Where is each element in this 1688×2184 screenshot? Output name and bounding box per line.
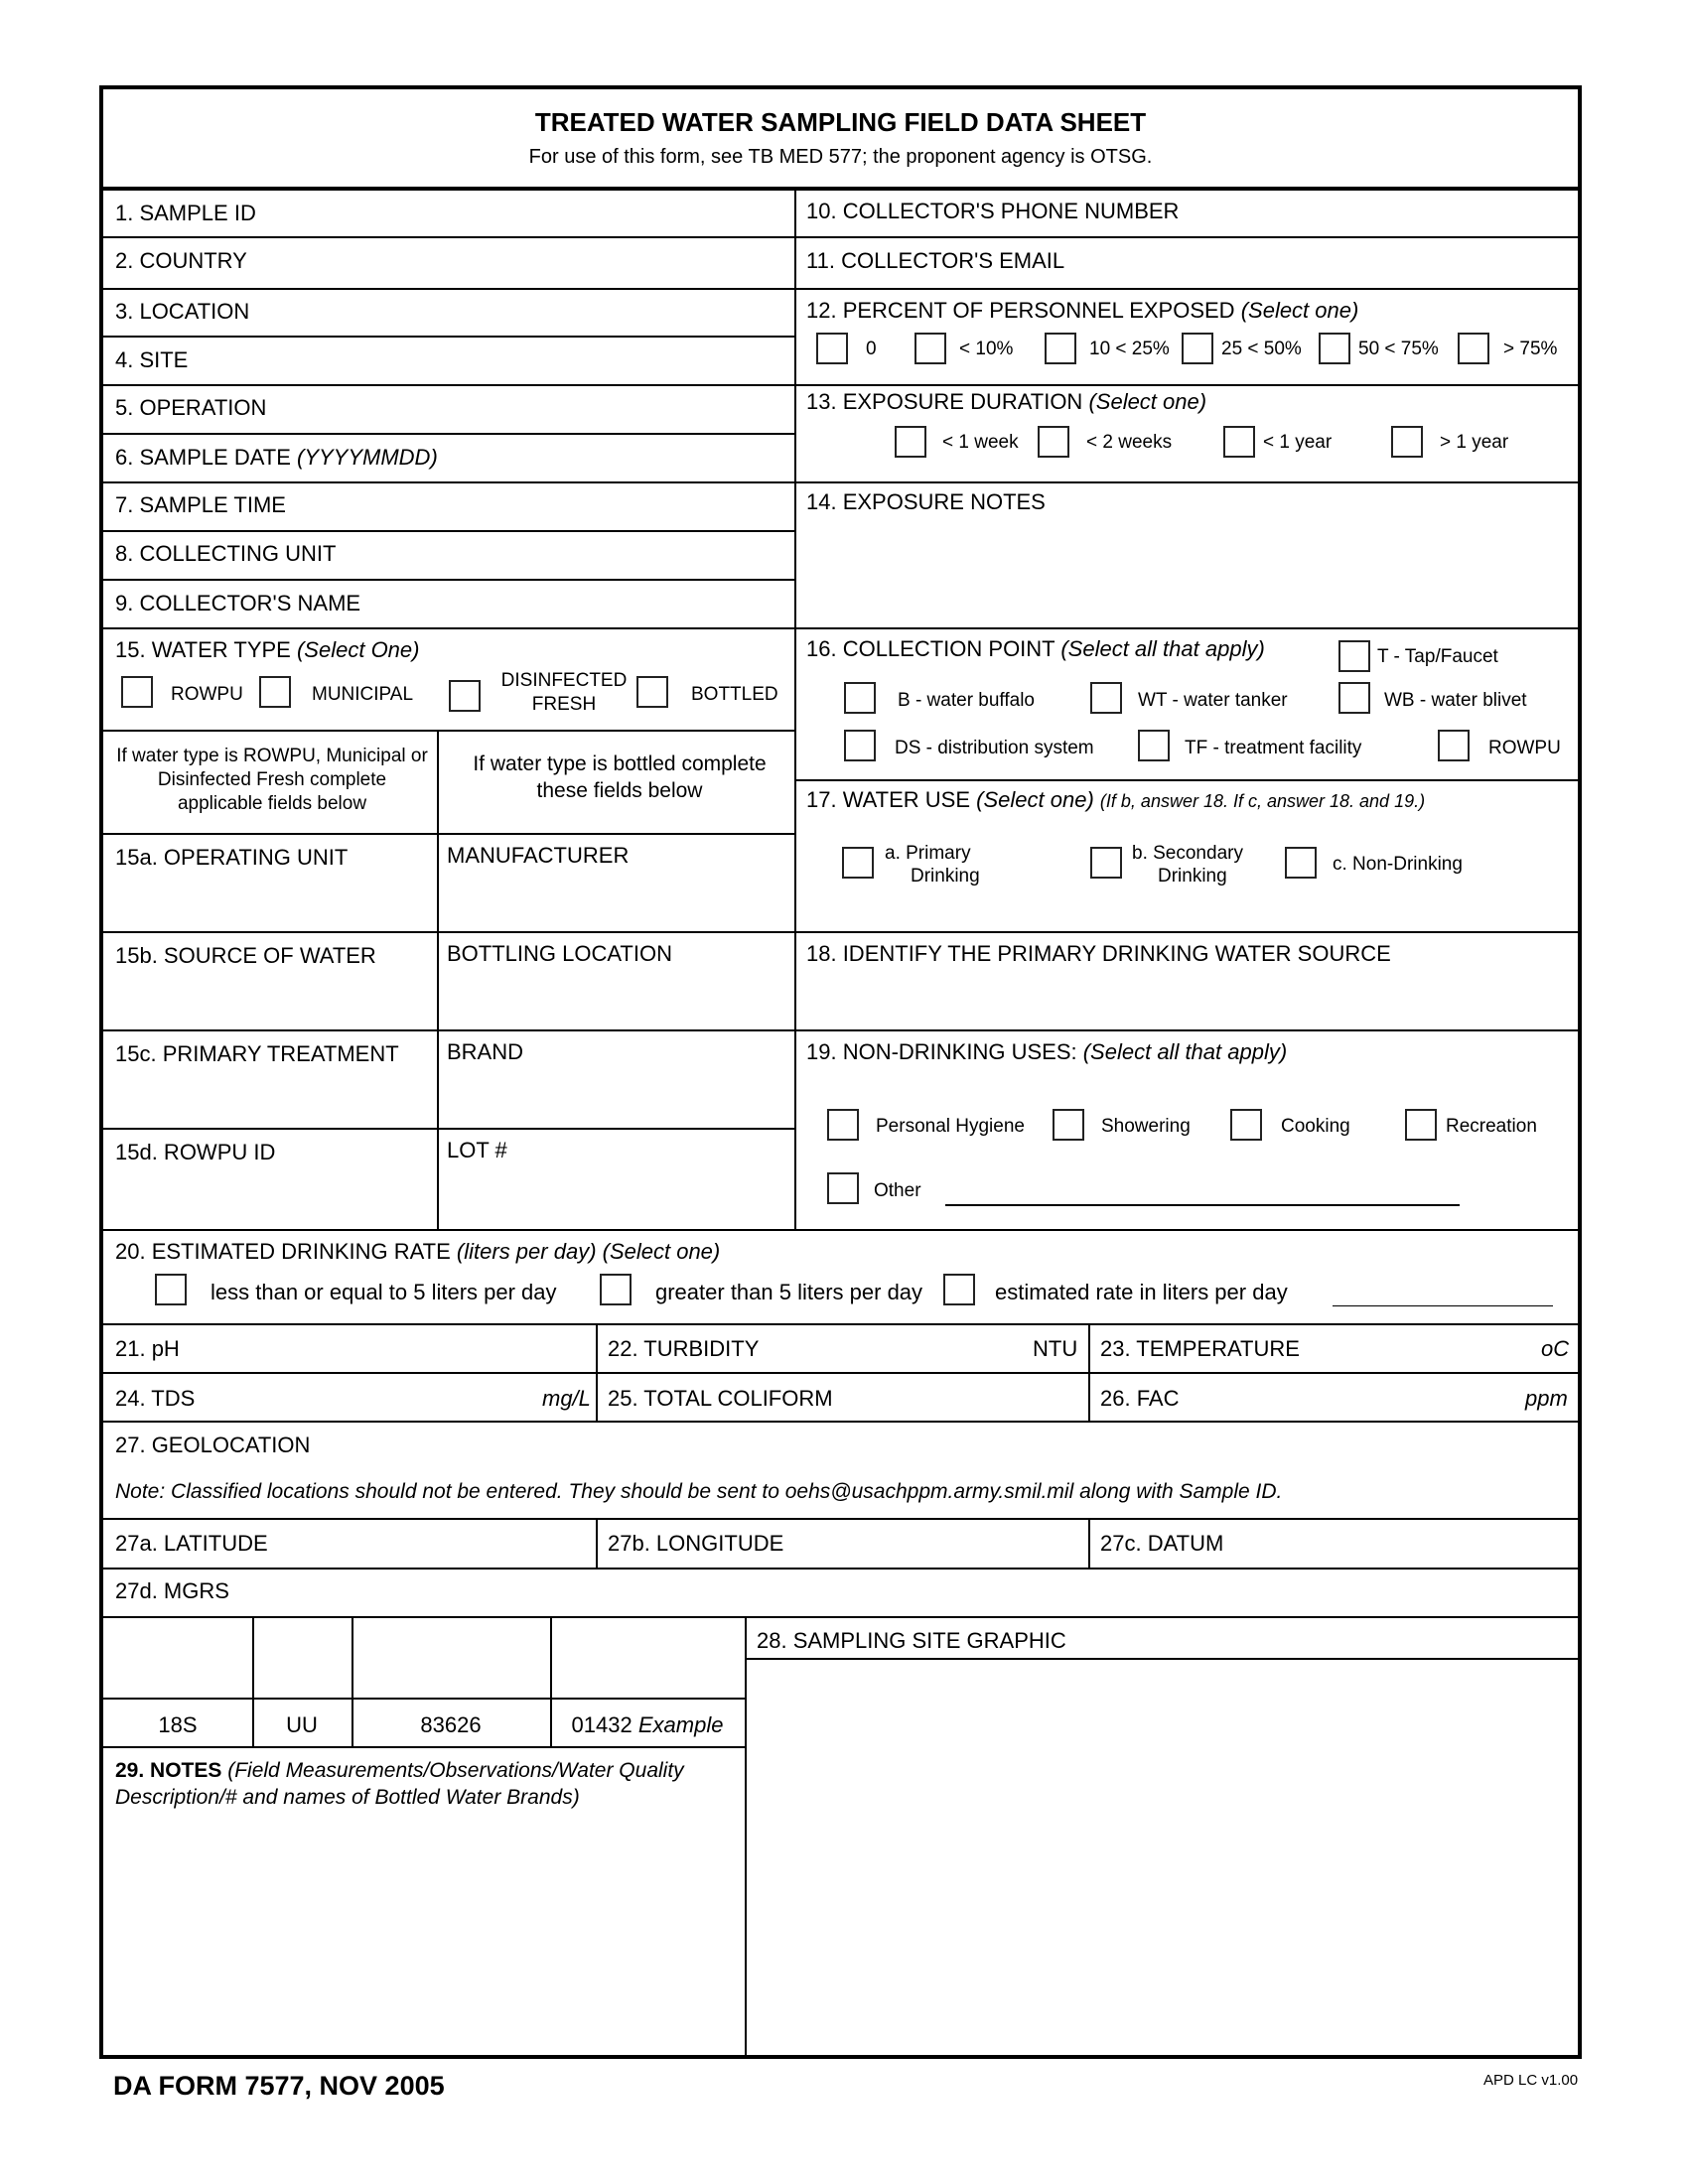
drinking-rate-label	[115, 1241, 720, 1263]
manufacturer-label: MANUFACTURER	[447, 843, 630, 868]
bottled-checkbox[interactable]	[636, 676, 668, 708]
other-checkbox[interactable]	[827, 1172, 859, 1204]
location-label: 3. LOCATION	[115, 299, 250, 324]
rule	[103, 384, 1578, 386]
rule	[103, 931, 1578, 933]
note-left: If water type is ROWPU, Municipal or Disinfected Fresh complete applicable fields below	[116, 746, 428, 814]
rule	[103, 433, 795, 435]
mid-divider	[794, 189, 796, 1229]
water-type-divider	[437, 730, 439, 1230]
mgrs-example-zone: 18S	[158, 1712, 198, 1737]
geo-divider-2	[1088, 1518, 1090, 1568]
exposed-0-checkbox[interactable]	[816, 333, 848, 364]
rule	[103, 1616, 1578, 1618]
fac-label: 26. FAC	[1100, 1386, 1180, 1411]
exposure-duration-label	[806, 391, 1206, 413]
rule	[103, 1372, 1578, 1374]
rate-gt5-label: greater than 5 liters per day	[655, 1280, 923, 1304]
rate-estimated-checkbox[interactable]	[943, 1274, 975, 1305]
rule	[103, 730, 795, 732]
distribution-label: DS - distribution system	[895, 738, 1094, 758]
rate-le5-label: less than or equal to 5 liters per day	[211, 1280, 557, 1304]
exposed-10-label: < 10%	[959, 339, 1014, 359]
geolocation-label: 27. GEOLOCATION	[115, 1433, 311, 1457]
water-type-text: 15. WATER TYPE	[115, 637, 291, 662]
primary-drinking-checkbox[interactable]	[842, 847, 874, 879]
duration-over1year-label: > 1 year	[1440, 432, 1509, 453]
water-type-hint: (Select One)	[296, 637, 420, 662]
water-use-text: 17. WATER USE	[806, 787, 971, 812]
duration-2weeks-checkbox[interactable]	[1038, 426, 1069, 458]
country-input[interactable]	[361, 246, 782, 282]
sample-id-label: 1. SAMPLE ID	[115, 201, 256, 225]
personnel-exposed-text: 12. PERCENT OF PERSONNEL EXPOSED	[806, 298, 1235, 323]
exposed-50-label: 25 < 50%	[1221, 339, 1302, 359]
rule	[103, 288, 1578, 290]
showering-checkbox[interactable]	[1053, 1109, 1084, 1141]
source-of-water-label: 15b. SOURCE OF WATER	[115, 943, 376, 968]
non-drinking-uses-text: 19. NON-DRINKING USES:	[806, 1039, 1077, 1064]
secondary-drinking-checkbox[interactable]	[1090, 847, 1122, 879]
geolocation-note: Note: Classified locations should not be entered. They should be sent to oehs@usachppm.army.smil.mil along with Sample ID.	[115, 1480, 1283, 1503]
brand-label: BRAND	[447, 1039, 524, 1064]
exposure-duration-text: 13. EXPOSURE DURATION	[806, 389, 1083, 414]
rowpu-label: ROWPU	[171, 684, 243, 705]
blivet-label: WB - water blivet	[1384, 690, 1527, 711]
water-use-hint: (Select one)	[976, 787, 1094, 812]
bottling-location-label: BOTTLING LOCATION	[447, 941, 672, 966]
country-label: 2. COUNTRY	[115, 248, 247, 273]
collection-point-hint: (Select all that apply)	[1060, 636, 1265, 661]
rowpu-id-label: 15d. ROWPU ID	[115, 1140, 276, 1164]
form-id: DA FORM 7577, NOV 2005	[113, 2071, 445, 2101]
primary-drinking-l2: Drinking	[911, 866, 980, 887]
primary-treatment-label: 15c. PRIMARY TREATMENT	[115, 1041, 399, 1066]
exposed-50-checkbox[interactable]	[1182, 333, 1213, 364]
exposure-notes-label: 14. EXPOSURE NOTES	[806, 489, 1046, 514]
graphic-divider	[745, 1616, 747, 2059]
header-rule	[103, 187, 1578, 191]
fac-unit: ppm	[1525, 1386, 1568, 1411]
notes-hint: (Field Measurements/Observations/Water Quality	[227, 1759, 684, 1782]
note-right: If water type is bottled complete these fields below	[473, 752, 767, 802]
collection-point-label	[806, 638, 1265, 660]
rule	[746, 1658, 1578, 1660]
rule	[103, 1698, 746, 1700]
phone-label: 10. COLLECTOR'S PHONE NUMBER	[806, 199, 1180, 223]
tds-label: 24. TDS	[115, 1386, 196, 1411]
rule	[103, 1746, 746, 1748]
form-version: APD LC v1.00	[1483, 2072, 1579, 2089]
non-drinking-checkbox[interactable]	[1285, 847, 1317, 879]
duration-1week-checkbox[interactable]	[895, 426, 926, 458]
municipal-label: MUNICIPAL	[312, 684, 414, 705]
collecting-unit-label: 8. COLLECTING UNIT	[115, 541, 337, 566]
personnel-exposed-label	[806, 300, 1358, 322]
hygiene-label: Personal Hygiene	[876, 1116, 1025, 1137]
exposed-0-label: 0	[866, 339, 877, 359]
secondary-drinking-l1: b. Secondary	[1132, 843, 1243, 864]
notes-hint-2: Description/# and names of Bottled Water Brands)	[115, 1786, 580, 1809]
longitude-label: 27b. LONGITUDE	[608, 1531, 784, 1556]
lot-label: LOT #	[447, 1138, 507, 1162]
sampling-graphic-area[interactable]	[749, 1662, 1575, 2055]
sample-id-input[interactable]	[361, 199, 782, 232]
duration-over1year-checkbox[interactable]	[1391, 426, 1423, 458]
rule	[103, 481, 1578, 483]
disinfected-fresh-checkbox[interactable]	[449, 680, 481, 712]
latitude-label: 27a. LATITUDE	[115, 1531, 268, 1556]
personnel-exposed-hint: (Select one)	[1240, 298, 1359, 323]
mgrs-example-northing-value: 01432	[571, 1712, 633, 1737]
temperature-unit: oC	[1541, 1336, 1570, 1361]
exposed-75-checkbox[interactable]	[1319, 333, 1350, 364]
recreation-label: Recreation	[1446, 1116, 1537, 1137]
hygiene-checkbox[interactable]	[827, 1109, 859, 1141]
rate-le5-checkbox[interactable]	[155, 1274, 187, 1305]
rule	[103, 336, 795, 338]
cooking-checkbox[interactable]	[1230, 1109, 1262, 1141]
treatment-facility-label: TF - treatment facility	[1185, 738, 1362, 758]
non-drinking-uses-hint: (Select all that apply)	[1082, 1039, 1288, 1064]
exposed-over75-checkbox[interactable]	[1458, 333, 1489, 364]
water-type-label	[115, 639, 419, 661]
sample-date-label	[115, 447, 438, 469]
form-subtitle: For use of this form, see TB MED 577; the proponent agency is OTSG.	[528, 146, 1153, 168]
primary-source-label: 18. IDENTIFY THE PRIMARY DRINKING WATER SOURCE	[806, 941, 1391, 966]
duration-1week-label: < 1 week	[942, 432, 1019, 453]
exposure-duration-hint: (Select one)	[1088, 389, 1207, 414]
drinking-rate-hint: (liters per day) (Select one)	[456, 1239, 721, 1264]
form-title: TREATED WATER SAMPLING FIELD DATA SHEET	[534, 107, 1147, 137]
blivet-checkbox[interactable]	[1338, 682, 1370, 714]
rate-estimated-label: estimated rate in liters per day	[995, 1280, 1288, 1304]
rule	[103, 1029, 1578, 1031]
exposed-25-checkbox[interactable]	[1045, 333, 1076, 364]
mgrs-example-easting: 83626	[420, 1712, 482, 1737]
other-entry-line[interactable]	[945, 1204, 1460, 1206]
rule	[103, 1421, 1578, 1423]
sample-time-label: 7. SAMPLE TIME	[115, 492, 286, 517]
duration-1year-checkbox[interactable]	[1223, 426, 1255, 458]
rule	[103, 236, 795, 238]
mgrs-example-northing	[550, 1714, 745, 1736]
notes-label	[115, 1760, 684, 1781]
rate-gt5-checkbox[interactable]	[600, 1274, 632, 1305]
mgrs-example-square: UU	[286, 1712, 318, 1737]
datum-label: 27c. DATUM	[1100, 1531, 1224, 1556]
notes-textarea[interactable]	[111, 1822, 741, 2054]
tanker-checkbox[interactable]	[1090, 682, 1122, 714]
mgrs-label: 27d. MGRS	[115, 1578, 229, 1603]
coliform-label: 25. TOTAL COLIFORM	[608, 1386, 833, 1411]
email-input[interactable]	[1096, 246, 1567, 282]
rule	[795, 779, 1578, 781]
rate-entry-line[interactable]	[1333, 1305, 1553, 1306]
tap-checkbox[interactable]	[1338, 640, 1370, 672]
email-label: 11. COLLECTOR'S EMAIL	[806, 248, 1065, 273]
municipal-checkbox[interactable]	[259, 676, 291, 708]
collection-rowpu-checkbox[interactable]	[1438, 730, 1470, 761]
duration-1year-label: < 1 year	[1263, 432, 1333, 453]
rule	[103, 627, 1578, 629]
rule	[103, 1128, 795, 1130]
sample-date-text: 6. SAMPLE DATE	[115, 445, 291, 470]
turbidity-label: 22. TURBIDITY	[608, 1336, 760, 1361]
primary-drinking-l1: a. Primary	[885, 843, 971, 864]
collector-name-label: 9. COLLECTOR'S NAME	[115, 591, 361, 615]
rule	[103, 1229, 1578, 1231]
disinfected-fresh-label: DISINFECTED FRESH	[500, 670, 628, 715]
duration-2weeks-label: < 2 weeks	[1086, 432, 1173, 453]
operating-unit-label: 15a. OPERATING UNIT	[115, 845, 349, 870]
site-label: 4. SITE	[115, 347, 189, 372]
exposed-75-label: 50 < 75%	[1358, 339, 1439, 359]
turbidity-unit: NTU	[1033, 1336, 1078, 1361]
geo-divider-1	[596, 1518, 598, 1568]
rule	[103, 1568, 1578, 1570]
sample-date-hint: (YYYYMMDD)	[297, 445, 438, 470]
operation-label: 5. OPERATION	[115, 395, 267, 420]
sampling-graphic-label: 28. SAMPLING SITE GRAPHIC	[757, 1628, 1066, 1653]
rule	[103, 530, 795, 532]
non-drinking-uses-label	[806, 1041, 1287, 1063]
notes-title: 29. NOTES	[115, 1759, 222, 1782]
recreation-checkbox[interactable]	[1405, 1109, 1437, 1141]
tanker-label: WT - water tanker	[1138, 690, 1288, 711]
rule	[103, 833, 795, 835]
non-drinking-l1: c. Non-Drinking	[1333, 854, 1463, 875]
form-sheet	[99, 85, 1582, 2059]
buffalo-label: B - water buffalo	[898, 690, 1036, 711]
distribution-checkbox[interactable]	[844, 730, 876, 761]
temperature-label: 23. TEMPERATURE	[1100, 1336, 1300, 1361]
tap-label: T - Tap/Faucet	[1377, 646, 1498, 667]
rule	[103, 1323, 1578, 1325]
rowpu-checkbox[interactable]	[121, 676, 153, 708]
phone-input[interactable]	[1215, 197, 1567, 232]
mgrs-example-word: Example	[637, 1712, 724, 1737]
other-label: Other	[874, 1180, 921, 1201]
ph-label: 21. pH	[115, 1336, 180, 1361]
showering-label: Showering	[1101, 1116, 1191, 1137]
rule	[795, 236, 1578, 238]
secondary-drinking-l2: Drinking	[1158, 866, 1227, 887]
rule	[103, 1518, 1578, 1520]
water-use-label	[806, 789, 1425, 811]
bottled-label: BOTTLED	[691, 684, 778, 705]
cooking-label: Cooking	[1281, 1116, 1350, 1137]
rule	[103, 579, 795, 581]
tds-unit: mg/L	[542, 1386, 591, 1411]
drinking-rate-text: 20. ESTIMATED DRINKING RATE	[115, 1239, 451, 1264]
collection-point-text: 16. COLLECTION POINT	[806, 636, 1055, 661]
exposed-10-checkbox[interactable]	[914, 333, 946, 364]
collection-rowpu-label: ROWPU	[1488, 738, 1561, 758]
exposed-25-label: 10 < 25%	[1089, 339, 1170, 359]
buffalo-checkbox[interactable]	[844, 682, 876, 714]
treatment-facility-checkbox[interactable]	[1138, 730, 1170, 761]
exposed-over75-label: > 75%	[1503, 339, 1558, 359]
water-use-hint2: (If b, answer 18. If c, answer 18. and 19.)	[1099, 791, 1426, 811]
